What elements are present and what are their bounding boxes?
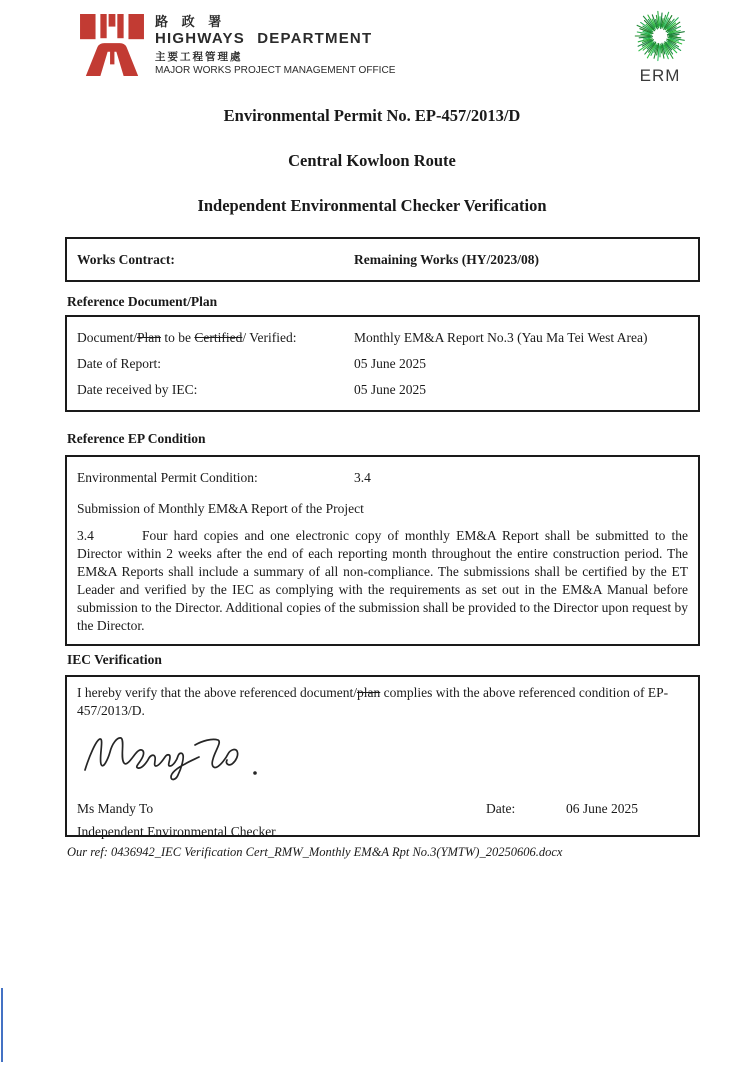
- date-value: 06 June 2025: [566, 801, 638, 816]
- erm-starburst-icon: [632, 10, 688, 66]
- signer-name: Ms Mandy To: [77, 801, 154, 816]
- reference-document-box: [65, 315, 700, 412]
- date-of-report-label: Date of Report:: [77, 356, 161, 371]
- handwritten-signature: [79, 730, 688, 787]
- iec-verification-box: [65, 675, 700, 837]
- ep-condition-clause: [77, 527, 688, 635]
- highways-department-brand: [80, 14, 405, 81]
- strikethrough-plan-2: plan: [357, 685, 381, 700]
- document-header: [80, 14, 688, 86]
- document-titles: [0, 106, 744, 241]
- date-received-label: Date received by IEC:: [77, 382, 198, 397]
- office-name-chinese: 主要工程管理處: [155, 51, 243, 63]
- project-title: Central Kowloon Route: [288, 151, 456, 170]
- date-label: Date:: [486, 801, 516, 816]
- works-contract-value: Remaining Works (HY/2023/08): [354, 252, 540, 267]
- date-of-report-row: [77, 354, 688, 373]
- iec-verification-heading: IEC Verification: [67, 652, 162, 667]
- dept-name-chinese: 路 政 署: [155, 14, 227, 29]
- clause-number: 3.4: [77, 528, 94, 543]
- dept-name-english: HIGHWAYS DEPARTMENT: [155, 30, 373, 47]
- signer-date-row: [77, 801, 688, 817]
- date-received-row: [77, 380, 688, 399]
- permit-number-title: Environmental Permit No. EP-457/2013/D: [223, 106, 521, 125]
- document-verified-label: Document/Plan to be Certified/ Verified:: [77, 330, 297, 345]
- reference-ep-condition-box: [65, 455, 700, 646]
- ep-condition-value: 3.4: [354, 470, 371, 485]
- ep-condition-subtitle: Submission of Monthly EM&A Report of the Project: [77, 501, 364, 516]
- works-contract-label: Works Contract:: [77, 252, 175, 267]
- reference-ep-condition-heading: Reference EP Condition: [67, 431, 206, 446]
- date-of-report-value: 05 June 2025: [354, 356, 426, 371]
- reference-document-heading: Reference Document/Plan: [67, 294, 218, 309]
- iec-verification-statement: I hereby verify that the above referenced document/plan complies with the above referenced condition of EP-457/2013/D.: [77, 685, 669, 718]
- erm-logo-label: ERM: [639, 66, 681, 85]
- highways-department-logo-icon: [80, 14, 144, 81]
- office-name-english: MAJOR WORKS PROJECT MANAGEMENT OFFICE: [155, 64, 396, 76]
- strikethrough-certified: Certified: [194, 330, 243, 345]
- erm-logo: [632, 10, 688, 86]
- strikethrough-plan: Plan: [137, 330, 162, 345]
- highways-department-titles: [155, 14, 405, 77]
- document-verified-value: Monthly EM&A Report No.3 (Yau Ma Tei West Area): [354, 330, 648, 345]
- signer-title: Independent Environmental Checker: [77, 824, 276, 839]
- works-contract-box: [65, 237, 700, 282]
- our-ref-line: Our ref: 0436942_IEC Verification Cert_RMW_Monthly EM&A Rpt No.3(YMTW)_20250606.docx: [67, 845, 563, 859]
- ep-condition-label: Environmental Permit Condition:: [77, 470, 258, 485]
- clause-text: Four hard copies and one electronic copy of monthly EM&A Report shall be submitted to the Director within 2 weeks after the end of each reporting month throughout the entire construction period. The EM&A Reports shall include a summary of all non-compliance. The submissions shall be certified by the ET Leader and verified by the IEC as complying with the requirements as set out in the EM&A Manual before submission to the Director. Additional copies of the submission shall be provided to the Director upon request by the Director.: [77, 528, 688, 633]
- document-verified-row: [77, 328, 688, 347]
- left-edge-blue-mark: [1, 988, 3, 1062]
- works-contract-row: [77, 250, 688, 269]
- date-received-value: 05 June 2025: [354, 382, 426, 397]
- ep-condition-row: [77, 468, 688, 487]
- certificate-title: Independent Environmental Checker Verification: [197, 196, 547, 215]
